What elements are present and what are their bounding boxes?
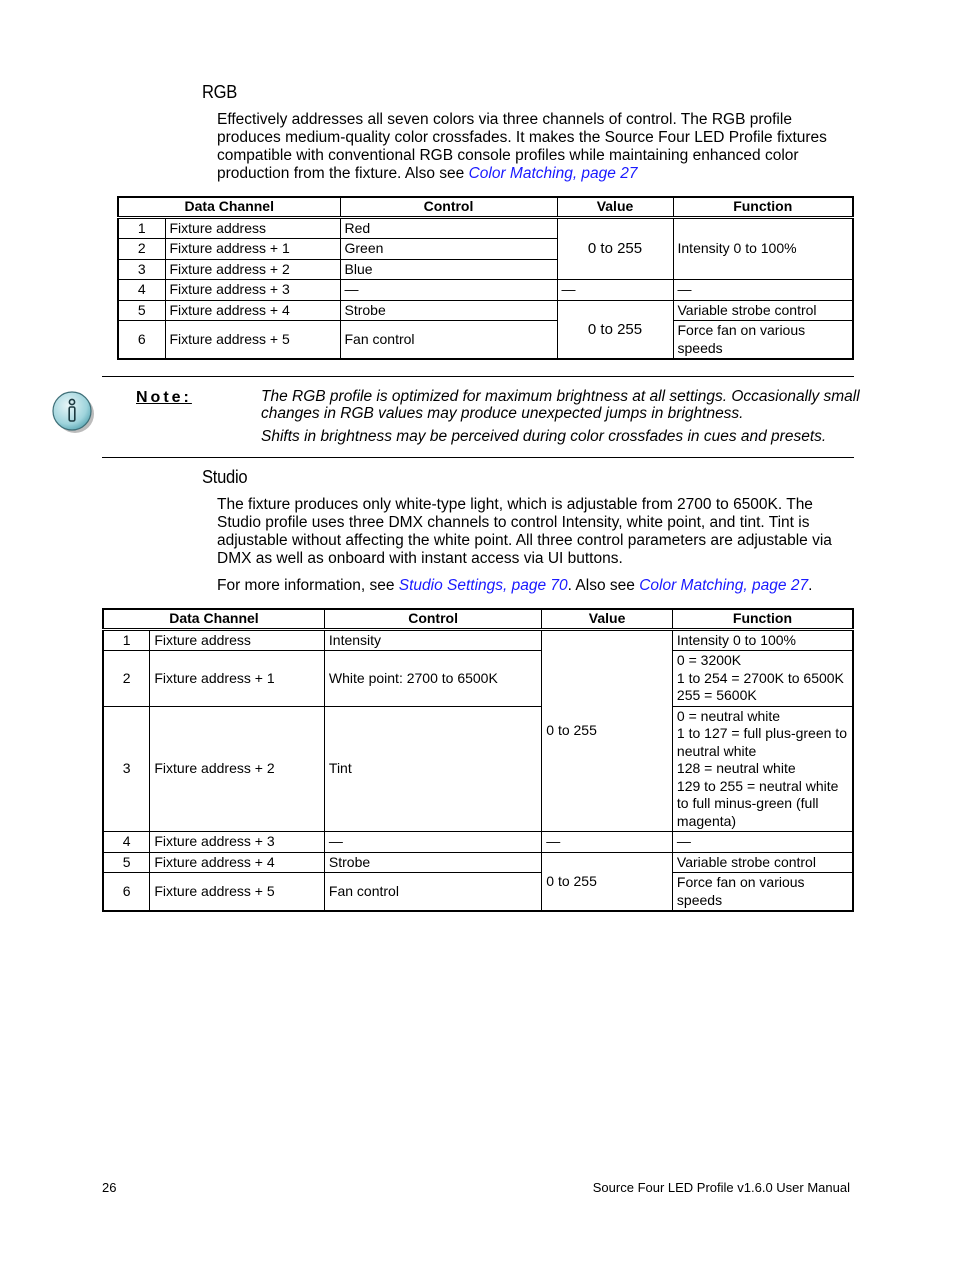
channel-control: Blue (340, 259, 557, 280)
channel-number: 3 (118, 259, 165, 280)
period-text: . (808, 577, 813, 594)
manual-title: Source Four LED Profile v1.6.0 User Manual (592, 1180, 850, 1195)
header-function: Function (673, 197, 853, 217)
channel-number: 1 (118, 217, 165, 239)
table-row (118, 300, 853, 321)
channel-function (672, 852, 853, 873)
header-control: Control (324, 609, 541, 629)
table-row (118, 321, 853, 360)
channel-function: — (673, 280, 853, 301)
studio-more-info (217, 577, 857, 595)
table-row (103, 852, 853, 873)
channel-value: 0 to 255 (542, 629, 673, 832)
header-data-channel: Data Channel (118, 197, 340, 217)
channel-number: 4 (103, 832, 150, 853)
channel-number: 2 (103, 651, 150, 707)
more-info-text: For more information, see (217, 577, 399, 594)
channel-address: Fixture address + 3 (165, 280, 340, 301)
channel-address: Fixture address + 1 (165, 239, 340, 260)
channel-function (672, 651, 853, 707)
channel-value: 0 to 255 (557, 217, 673, 280)
header-control: Control (340, 197, 557, 217)
note-bottom-rule (102, 457, 854, 458)
function-line: Force fan on various speeds (676, 874, 805, 908)
channel-function (672, 706, 853, 832)
function-line: 0 = 3200K (676, 652, 742, 668)
channel-address: Fixture address + 4 (165, 300, 340, 321)
note-line-2: Shifts in brightness may be perceived during color crossfades in cues and presets. (261, 428, 827, 445)
channel-address: Fixture address + 5 (165, 321, 340, 360)
channel-address: Fixture address + 5 (150, 873, 325, 912)
note-label: Note: (136, 389, 192, 406)
channel-control: Fan control (340, 321, 557, 360)
table-row (103, 629, 853, 651)
studio-table (102, 608, 854, 912)
function-line: 0 = neutral white (676, 707, 781, 724)
channel-value: 0 to 255 (557, 300, 673, 359)
function-line: Intensity 0 to 100% (676, 631, 796, 648)
channel-value: 0 to 255 (542, 852, 673, 911)
rgb-heading: RGB (202, 82, 238, 102)
channel-number: 6 (118, 321, 165, 360)
channel-number: 4 (118, 280, 165, 301)
channel-address: Fixture address (150, 629, 325, 651)
channel-address: Fixture address + 2 (150, 706, 325, 832)
channel-number: 6 (103, 873, 150, 912)
channel-function (672, 832, 853, 853)
function-line: 128 = neutral white (676, 760, 796, 776)
note-line-1: The RGB profile is optimized for maximum brightness at all settings. Occasionally small changes in RGB values may produce unexpected jumps in brightness. (261, 388, 860, 422)
channel-control: Strobe (340, 300, 557, 321)
channel-control: Red (340, 217, 557, 239)
channel-function: Intensity 0 to 100% (673, 217, 853, 280)
channel-function (672, 629, 853, 651)
channel-number: 3 (103, 706, 150, 832)
channel-control: Intensity (324, 629, 541, 651)
function-line: Variable strobe control (676, 853, 816, 870)
function-line: 1 to 127 = full plus-green to neutral white (676, 725, 847, 759)
channel-address: Fixture address + 4 (150, 852, 325, 873)
table-row (103, 832, 853, 853)
also-see-text: . Also see (567, 577, 640, 594)
channel-function: Force fan on various speeds (673, 321, 853, 360)
channel-control: — (340, 280, 557, 301)
channel-address: Fixture address + 1 (150, 651, 325, 707)
channel-control: White point: 2700 to 6500K (324, 651, 541, 707)
table-row (103, 651, 853, 707)
note-top-rule (102, 376, 854, 377)
channel-address: Fixture address + 2 (165, 259, 340, 280)
channel-function: Variable strobe control (673, 300, 853, 321)
color-matching-link[interactable]: Color Matching, page 27 (468, 165, 638, 182)
channel-control: — (324, 832, 541, 853)
page-number: 26 (102, 1180, 117, 1195)
channel-address: Fixture address + 3 (150, 832, 325, 853)
function-line: — (676, 833, 691, 849)
table-row (103, 873, 853, 912)
function-line: 1 to 254 = 2700K to 6500K (676, 669, 844, 686)
channel-number: 5 (103, 852, 150, 873)
table-row (103, 706, 853, 832)
studio-settings-link[interactable]: Studio Settings, page 70 (398, 577, 568, 594)
rgb-description (217, 111, 857, 183)
info-icon (51, 390, 97, 436)
header-function: Function (672, 609, 853, 629)
rgb-description-text: Effectively addresses all seven colors via three channels of control. The RGB profile produces medium-quality color crossfades. It makes the Source Four LED Profile fixtures compatible with conventional RGB console profiles while maintaining enhanced color production from the fixture. Also see (217, 111, 827, 182)
header-value: Value (557, 197, 673, 217)
table-row (118, 280, 853, 301)
header-data-channel: Data Channel (103, 609, 324, 629)
studio-description: The fixture produces only white-type light, which is adjustable from 2700 to 6500K. The Studio profile uses three DMX channels to control Intensity, white point, and tint. Tint is adjustable without affecting the white point. All three control parameters are adjustable via DMX as well as onboard with instant access via UI buttons. (217, 496, 832, 567)
studio-table-header (103, 609, 853, 629)
channel-number: 2 (118, 239, 165, 260)
channel-address: Fixture address (165, 217, 340, 239)
studio-heading: Studio (202, 467, 248, 487)
channel-value: — (542, 832, 673, 853)
table-row (118, 217, 853, 239)
channel-control: Fan control (324, 873, 541, 912)
color-matching-link[interactable]: Color Matching, page 27 (639, 577, 809, 594)
channel-value: — (557, 280, 673, 301)
channel-number: 1 (103, 629, 150, 651)
header-value: Value (542, 609, 673, 629)
channel-number: 5 (118, 300, 165, 321)
channel-control: Green (340, 239, 557, 260)
channel-control: Strobe (324, 852, 541, 873)
function-line: 129 to 255 = neutral white to full minus-green (full magenta) (676, 777, 839, 829)
channel-control: Tint (324, 706, 541, 832)
rgb-table (117, 196, 854, 360)
channel-function (672, 873, 853, 912)
rgb-table-header (118, 197, 853, 217)
function-line: 255 = 5600K (676, 687, 757, 703)
